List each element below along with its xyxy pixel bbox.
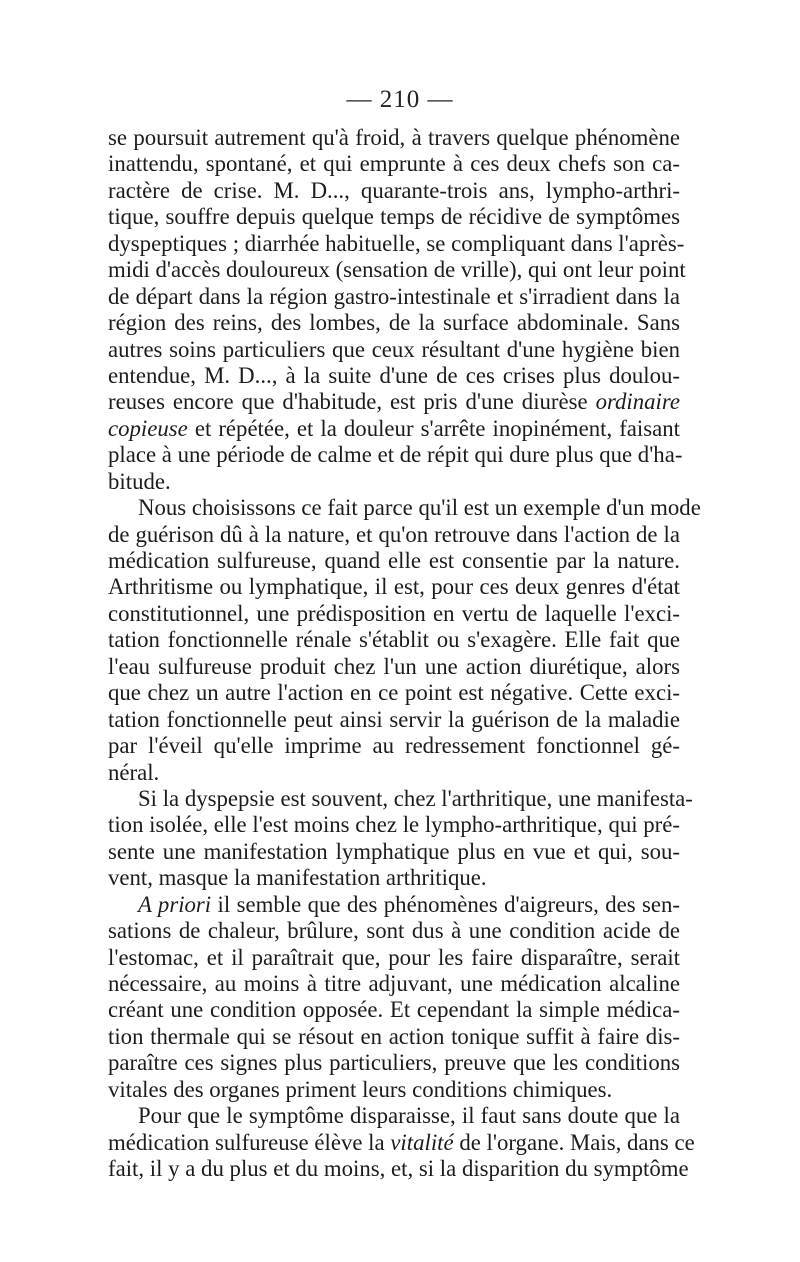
text-line: inattendu, spontané, et qui emprunte à ces deux chefs son ca- — [108, 151, 680, 177]
text-line: dyspeptiques ; diarrhée habituelle, se compliquant dans l'après- — [108, 230, 685, 256]
text-line: de guérison dû à la nature, et qu'on retrouve dans l'action de la — [108, 521, 680, 547]
text-line: midi d'accès douloureux (sensation de vrille), qui ont leur point — [108, 257, 686, 283]
paragraph — [108, 495, 701, 786]
text-line: créant une condition opposée. Et cependant la simple médica- — [108, 997, 680, 1023]
text-line: autres soins particuliers que ceux résultant d'une hygiène bien — [108, 336, 680, 362]
text-line: fait, il y a du plus et du moins, et, si la disparition du symptôme — [108, 1156, 689, 1182]
paragraph — [108, 785, 693, 892]
text-line: paraître ces signes plus particuliers, preuve que les conditions — [108, 1050, 680, 1076]
text-line: nécessaire, au moins à titre adjuvant, une médication alcaline — [108, 971, 680, 996]
text-line: vitales des organes priment leurs conditions chimiques. — [108, 1076, 613, 1102]
text-line: l'estomac, et il paraîtrait que, pour les faire disparaître, serait — [108, 944, 680, 970]
text-line: par l'éveil qu'elle imprime au redressement fonctionnel gé- — [108, 733, 680, 759]
text-line: de départ dans la région gastro-intestinale et s'irradient dans la — [108, 283, 680, 309]
text-line: médication sulfureuse, quand elle est consentie par la nature. — [108, 548, 680, 573]
text-line: sations de chaleur, brûlure, sont dus à une condition acide de — [108, 918, 680, 944]
text-line: tion isolée, elle l'est moins chez le lympho-arthritique, qui pré- — [108, 812, 680, 838]
paragraph — [108, 1103, 695, 1182]
text-line: tion thermale qui se résout en action tonique suffit à faire dis- — [108, 1023, 680, 1049]
text-line: copieuse et répétée, et la douleur s'arrête inopinément, faisant — [108, 415, 680, 441]
text-line: Arthritisme ou lymphatique, il est, pour ces deux genres d'état — [108, 574, 680, 600]
text-line: tation fonctionnelle peut ainsi servir la guérison de la maladie — [108, 706, 680, 732]
text-line: se poursuit autrement qu'à froid, à travers quelque phénomène — [108, 125, 680, 150]
text-line: Pour que le symptôme disparaisse, il faut sans doute que la — [138, 1103, 680, 1129]
text-line: région des reins, des lombes, de la surface abdominale. Sans — [108, 310, 680, 336]
paragraph — [108, 892, 680, 1104]
text-line: sente une manifestation lymphatique plus en vue et qui, sou- — [108, 838, 680, 864]
text-line: vent, masque la manifestation arthritique. — [108, 865, 487, 891]
text-line: tation fonctionnelle rénale s'établit ou s'exagère. Elle fait que — [108, 627, 680, 653]
text-line: entendue, M. D..., à la suite d'une de ces crises plus doulou- — [108, 362, 680, 388]
text-line: place à une période de calme et de répit qui dure plus que d'ha- — [108, 442, 683, 468]
text-line: Nous choisissons ce fait parce qu'il est un exemple d'un mode — [138, 495, 701, 521]
text-line: Si la dyspepsie est souvent, chez l'arthritique, une manifesta- — [138, 785, 693, 811]
body-text — [108, 125, 701, 1183]
text-line: néral. — [108, 759, 160, 785]
text-line: reuses encore que d'habitude, est pris d'une diurèse ordinaire — [108, 389, 680, 415]
paragraph — [108, 125, 686, 495]
text-line: que chez un autre l'action en ce point est négative. Cette exci- — [108, 680, 680, 706]
text-line: A priori il semble que des phénomènes d'aigreurs, des sen- — [138, 891, 680, 917]
page-number: — 210 — — [346, 86, 454, 113]
text-line: constitutionnel, une prédisposition en vertu de laquelle l'exci- — [108, 600, 680, 626]
text-line: tique, souffre depuis quelque temps de récidive de symptômes — [108, 204, 680, 230]
text-line: l'eau sulfureuse produit chez l'un une action diurétique, alors — [108, 653, 680, 679]
text-line: bitude. — [108, 468, 171, 494]
text-line: ractère de crise. M. D..., quarante-trois ans, lympho-arthri- — [108, 177, 680, 203]
text-line: médication sulfureuse élève la vitalité de l'organe. Mais, dans ce — [108, 1129, 695, 1155]
